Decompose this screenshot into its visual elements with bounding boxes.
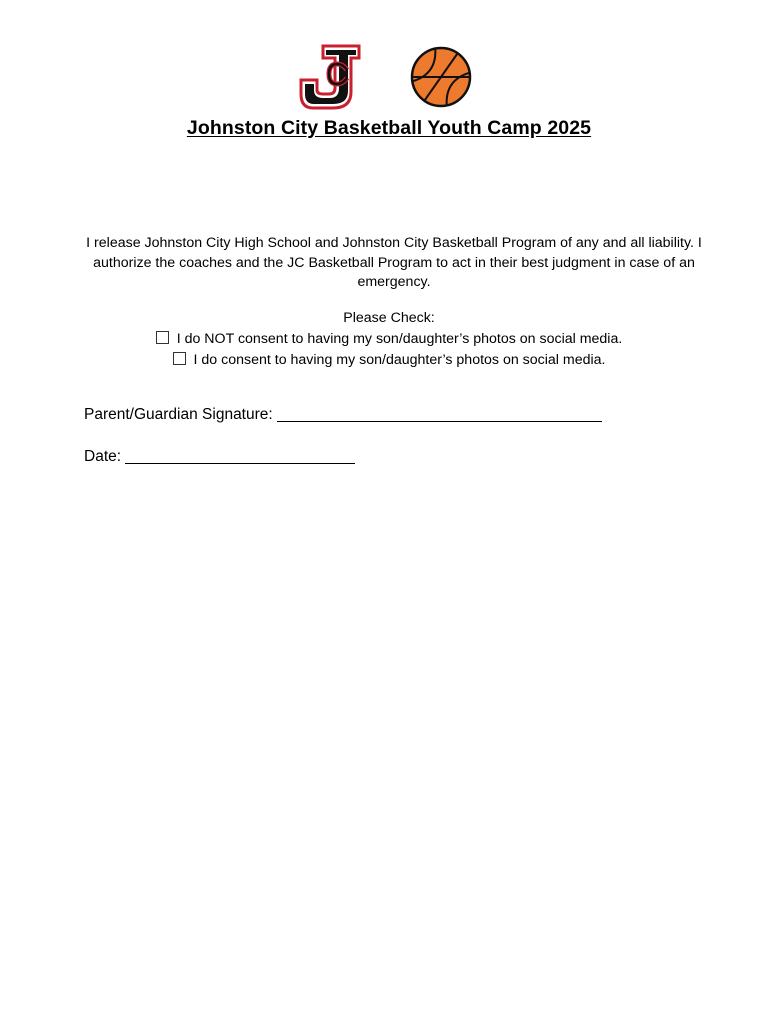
consent-yes-label: I do consent to having my son/daughter’s photos on social media. <box>193 352 606 368</box>
date-label: Date: <box>84 448 122 465</box>
signature-row <box>84 406 602 424</box>
consent-yes-checkbox[interactable] <box>173 352 186 365</box>
release-statement: I release Johnston City High School and Johnston City Basketball Program of any and all liability. I authorize the coaches and the JC Basketball Program to act in their best judgment in case of an emergency. <box>86 235 702 290</box>
consent-option-yes <box>0 352 778 368</box>
consent-heading: Please Check: <box>343 310 435 326</box>
header-logos <box>0 44 778 110</box>
signature-label: Parent/Guardian Signature: <box>84 406 273 423</box>
consent-option-no <box>0 331 778 347</box>
jc-school-logo-icon <box>299 44 363 110</box>
date-field[interactable] <box>125 448 355 464</box>
consent-no-label: I do NOT consent to having my son/daughter’s photos on social media. <box>176 331 623 347</box>
page-title: Johnston City Basketball Youth Camp 2025 <box>186 117 592 139</box>
signature-field[interactable] <box>277 406 602 422</box>
basketball-icon <box>410 46 472 108</box>
date-row <box>84 448 355 466</box>
consent-no-checkbox[interactable] <box>156 331 169 344</box>
